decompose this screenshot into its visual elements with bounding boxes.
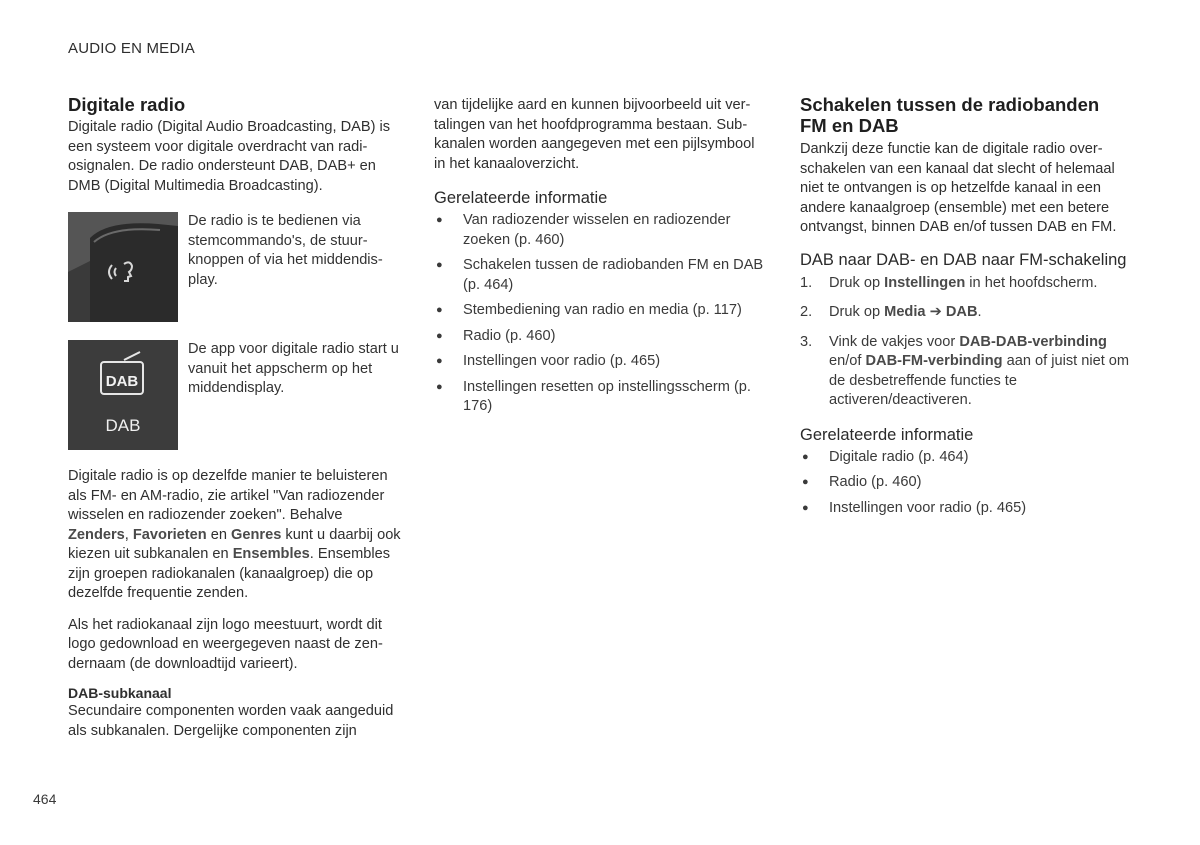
list-item[interactable]: ● Digitale radio (p. 464) — [800, 448, 1130, 468]
step-3: 3. Vink de vakjes voor DAB-DAB-verbinding en/of DAB-FM-verbinding aan of juist niet om de desbetreffende functies te activeren/deactiveren. — [800, 333, 1130, 408]
related-info-heading-2: Gerelateerde informatie — [800, 425, 974, 444]
figure-2-caption: De app voor digitale radio start u vanuit het appscherm op het middendisplay. — [188, 341, 399, 396]
figure-1-caption: De radio is te bedienen via stemcommando's, de stuurknoppen of via het middendisplay. — [188, 213, 383, 288]
dab-fm-heading: DAB naar DAB- en DAB naar FM-schakeling — [800, 250, 1127, 269]
column-2 — [434, 94, 769, 423]
term-dab: DAB — [945, 304, 978, 320]
dab-app-label: DAB — [105, 416, 141, 435]
bullet-icon: ● — [802, 476, 809, 488]
list-item[interactable]: ● Instellingen voor radio (p. 465) — [800, 499, 1130, 519]
paragraph-continued: van tijdelijke aard en kunnen bijvoorbeeld uit vertalingen van het hoofdprogramma bestaan. Subkanalen worden aangegeven met een pijlsymbool in het kanaaloverzicht. — [434, 97, 755, 172]
bullet-icon: ● — [436, 304, 443, 316]
section-header: AUDIO EN MEDIA — [68, 40, 195, 57]
list-item[interactable]: ● Instellingen voor radio (p. 465) — [434, 352, 769, 372]
term-ensembles: Ensembles — [232, 546, 310, 562]
paragraph-subkanaal: Secundaire componenten worden vaak aangeduid als subkanalen. Dergelijke componenten zijn — [68, 703, 394, 739]
bullet-icon: ● — [802, 450, 809, 463]
list-item[interactable]: ● Stembediening van radio en media (p. 117) — [434, 301, 769, 321]
steering-button-illustration — [68, 212, 178, 322]
figure-dab-app — [68, 340, 401, 450]
bullet-icon: ● — [802, 501, 809, 514]
column-1 — [68, 94, 401, 741]
heading-schakelen: Schakelen tussen de radiobanden FM en DAB — [800, 94, 1100, 136]
list-item[interactable]: ● Radio (p. 460) — [434, 327, 769, 347]
dab-icon-text: DAB — [105, 373, 139, 390]
term-dab-dab: DAB-DAB-verbinding — [959, 333, 1107, 350]
dab-app-tile — [68, 340, 178, 450]
list-item[interactable]: ● Van radiozender wisselen en radiozender zoeken (p. 460) — [436, 212, 731, 248]
subheading-dab-subkanaal: DAB-subkanaal — [68, 685, 172, 701]
term-instellingen: Instellingen — [884, 274, 966, 291]
list-item[interactable]: ● Radio (p. 460) — [800, 473, 1130, 493]
heading-digitale-radio: Digitale radio — [68, 94, 186, 115]
bullet-icon: ● — [436, 214, 443, 226]
page-number: 464 — [33, 791, 57, 807]
bullet-icon: ● — [436, 380, 443, 393]
step-1: 1. Druk op Instellingen in het hoofdscherm. — [800, 274, 1098, 291]
related-info-list-2 — [800, 448, 1130, 519]
term-media: Media — [884, 304, 926, 320]
bullet-icon: ● — [436, 355, 443, 367]
voice-control-image — [68, 212, 178, 322]
list-item[interactable]: ● Schakelen tussen de radiobanden FM en DAB (p. 464) — [436, 257, 764, 293]
term-genres: Genres — [231, 526, 282, 543]
related-info-list — [434, 211, 769, 417]
figure-voice-control — [68, 212, 401, 322]
paragraph-listening: Digitale radio is op dezelfde manier te beluisteren als FM- en AM-radio, zie artikel "Van radiozender wisselen en radiozender zoeken". Behalve Zenders, Favorieten en Genres kunt u daarbij ook kiezen uit subkanalen en Ensembles. Ensembles zijn groepen radiokanalen (kanaalgroep) die op dezelfde frequentie zenden. — [68, 468, 401, 601]
paragraph-logo: Als het radiokanaal zijn logo meestuurt, wordt dit logo gedownload en weergegeven naast de zendernaam (de downloadtijd varieert). — [68, 616, 383, 672]
column-3 — [800, 94, 1130, 524]
term-zenders: Zenders — [68, 526, 125, 543]
steps-list — [800, 274, 1130, 411]
related-info-heading: Gerelateerde informatie — [434, 189, 608, 207]
arrow-right-icon: ➔ — [929, 304, 942, 320]
step-2: 2. Druk op Media ➔ DAB. — [800, 304, 982, 320]
term-favorieten: Favorieten — [132, 526, 207, 543]
bullet-icon: ● — [436, 329, 443, 342]
intro-paragraph-schakelen: Dankzij deze functie kan de digitale radio overschakelen van een kanaal dat slecht of helemaal niet te ontvangen is op hetzelfde kanaal in een andere kanaalgroep (ensemble) met een betere ontvangst, binnen DAB en/of tussen DAB en FM. — [800, 141, 1117, 235]
intro-paragraph: Digitale radio (Digital Audio Broadcasting, DAB) is een systeem voor digitale overdracht van radiosignalen. De radio ondersteunt DAB, DAB+ en DMB (Digital Multimedia Broadcasting). — [68, 119, 391, 194]
list-item[interactable]: ● Instellingen resetten op instellingsscherm (p. 176) — [436, 378, 751, 414]
radio-icon — [68, 340, 178, 450]
bullet-icon: ● — [436, 259, 443, 271]
term-dab-fm: DAB-FM-verbinding — [865, 353, 1003, 369]
